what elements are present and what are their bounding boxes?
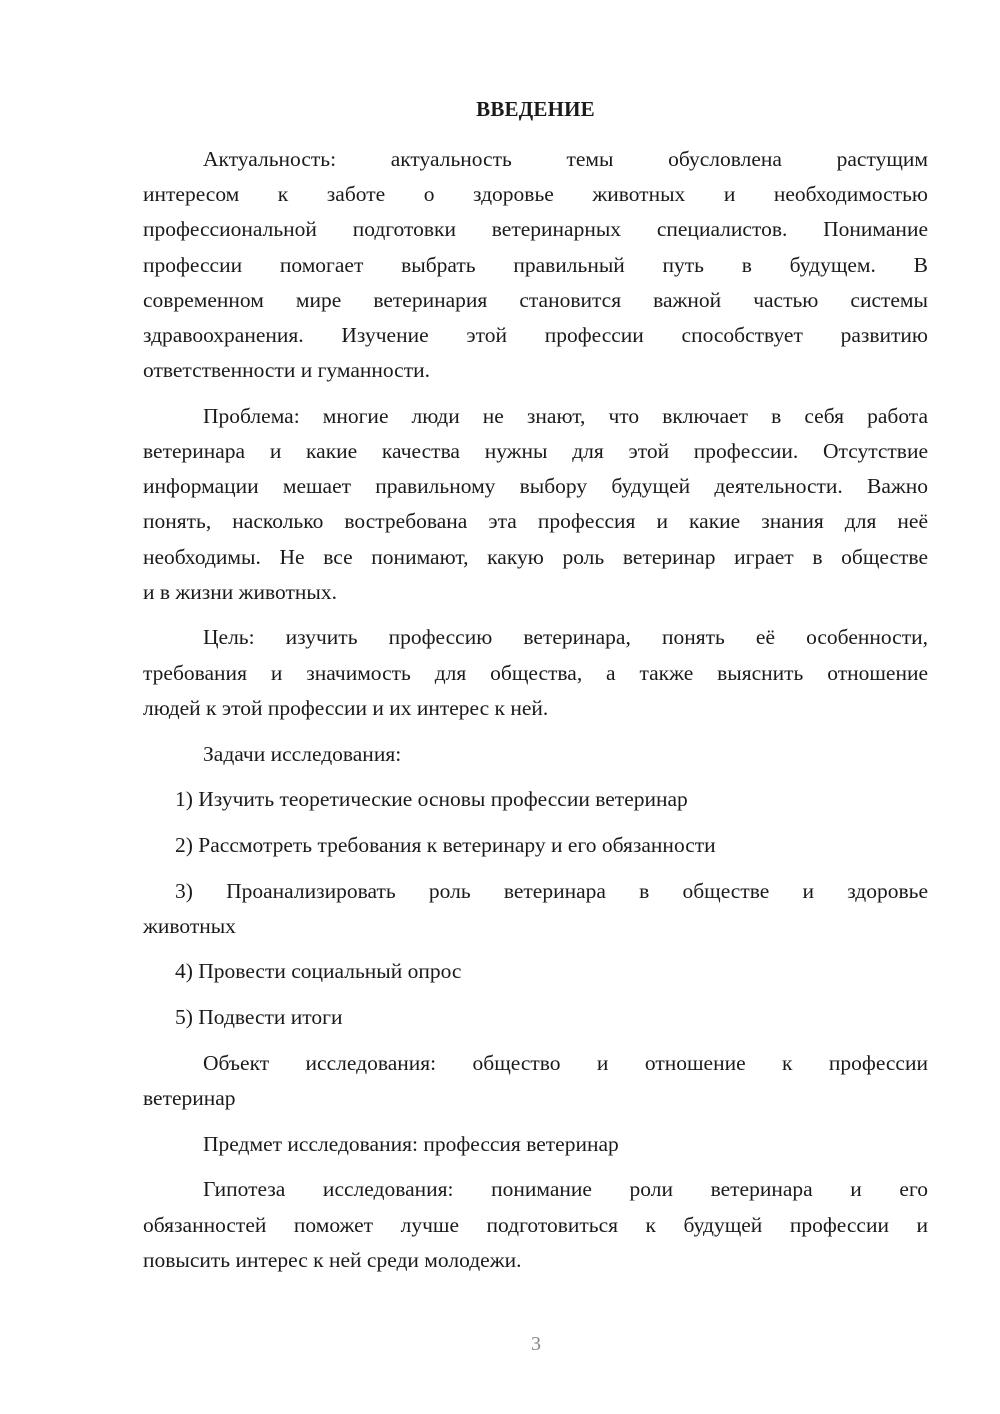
document-body xyxy=(143,142,928,1278)
list-item xyxy=(143,828,928,863)
text-line: понять, насколько востребована эта профессия и какие знания для неё xyxy=(143,509,928,534)
paragraph xyxy=(143,1046,928,1116)
list-item xyxy=(143,1000,928,1035)
list-item xyxy=(143,782,928,817)
text-line: здравоохранения. Изучение этой профессии способствует развитию xyxy=(143,322,928,347)
text-line: Проблема: многие люди не знают, что включает в себя работа xyxy=(203,403,928,428)
text-line: 5) Подвести итоги xyxy=(175,1005,343,1030)
text-line: людей к этой профессии и их интерес к ней. xyxy=(143,695,549,720)
text-line: обязанностей поможет лучше подготовиться к будущей профессии и xyxy=(143,1212,928,1237)
list-item xyxy=(143,874,928,944)
paragraph xyxy=(143,399,928,610)
text-line: 2) Рассмотреть требования к ветеринару и его обязанности xyxy=(175,832,716,857)
text-line: Гипотеза исследования: понимание роли ветеринара и его xyxy=(203,1177,928,1202)
text-line: Цель: изучить профессию ветеринара, понять её особенности, xyxy=(203,625,928,650)
text-line: Актуальность: актуальность темы обусловлена растущим xyxy=(203,147,928,171)
text-line: 1) Изучить теоретические основы профессии ветеринар xyxy=(175,787,688,812)
paragraph xyxy=(143,1127,928,1162)
text-line: требования и значимость для общества, а также выяснить отношение xyxy=(143,660,928,685)
text-line: ответственности и гуманности. xyxy=(143,358,430,383)
text-line: современном мире ветеринария становится важной частью системы xyxy=(143,287,928,312)
paragraph xyxy=(143,737,928,772)
text-line: ветеринар xyxy=(143,1086,236,1110)
document-title: ВВЕДЕНИЕ xyxy=(476,97,595,121)
paragraph xyxy=(143,142,928,388)
text-line: необходимы. Не все понимают, какую роль ветеринар играет в обществе xyxy=(143,544,928,569)
paragraph xyxy=(143,1172,928,1278)
text-line: 3) Проанализировать роль ветеринара в обществе и здоровье xyxy=(175,878,928,903)
text-line: и в жизни животных. xyxy=(143,579,337,604)
text-line: повысить интерес к ней среди молодежи. xyxy=(143,1247,522,1272)
text-line: Объект исследования: общество и отношение к профессии xyxy=(203,1050,928,1075)
document-page xyxy=(143,92,928,1288)
text-line: ветеринара и какие качества нужны для этой профессии. Отсутствие xyxy=(143,439,928,463)
text-line: животных xyxy=(143,913,236,938)
text-line: Предмет исследования: профессия ветеринар xyxy=(203,1131,619,1156)
text-line: Задачи исследования: xyxy=(203,741,402,766)
text-line: профессии помогает выбрать правильный путь в будущем. В xyxy=(143,252,928,277)
page-number: 3 xyxy=(531,1333,541,1355)
text-line: 4) Провести социальный опрос xyxy=(175,959,462,984)
text-line: интересом к заботе о здоровье животных и необходимостью xyxy=(143,182,928,207)
paragraph xyxy=(143,620,928,726)
text-line: информации мешает правильному выбору будущей деятельности. Важно xyxy=(143,474,928,499)
text-line: профессиональной подготовки ветеринарных специалистов. Понимание xyxy=(143,217,928,242)
list-item xyxy=(143,954,928,989)
